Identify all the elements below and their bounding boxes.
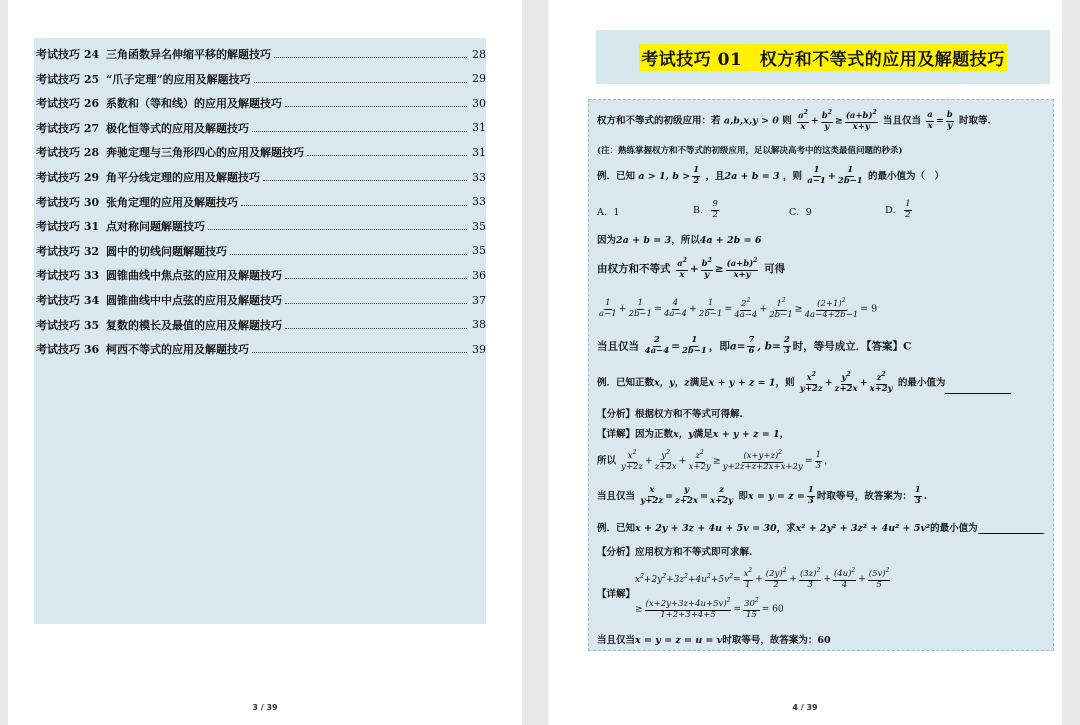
- toc-page: 38: [472, 318, 486, 332]
- answer-blank-3: [978, 523, 1044, 534]
- content-box: [588, 99, 1054, 651]
- toc-code: 考试技巧 34: [36, 294, 100, 307]
- because-line: 因为2a + b = 3，所以4a + 2b = 6: [597, 235, 762, 246]
- example3-line: 例．已知x + 2y + 3z + 4u + 5v = 30，求x² + 2y² + 3z² + 4u² + 5v²的最小值为: [597, 520, 1044, 534]
- analysis-line-2: 【分析】应用权方和不等式即可求解.: [597, 547, 753, 558]
- toc-title: 圆锥曲线中焦点弦的应用及解题技巧: [106, 269, 282, 283]
- toc-leader: [274, 49, 467, 58]
- note-line: (注：熟练掌握权方和不等式的初级应用，足以解决高考中的这类最值问题的秒杀): [597, 146, 903, 156]
- toc-leader: [285, 320, 467, 329]
- toc-leader: [241, 197, 467, 206]
- toc-page: 36: [472, 268, 486, 282]
- example1-line: 例．已知 a > 1, b > $\frac{1}{2}$ ，且2a + b = 3 ，则 $\frac{1}{a-1}$ + $\frac{1}{2b-1}$ 的最小值为（ ）: [597, 165, 945, 186]
- toc-page: 35: [472, 244, 486, 258]
- by-inequality-line: 由权方和不等式 $\frac{a^2}{x}$ + $\frac{b^2}{y}$ ≥ $\frac{(a+b)^2}{x+y}$ 可得: [597, 257, 786, 280]
- toc-title: 圆中的切线问题解题技巧: [106, 244, 227, 258]
- toc-title: 点对称问题解题技巧: [106, 220, 205, 234]
- toc-page: 33: [472, 170, 486, 184]
- toc-title: 复数的模长及最值的应用及解题技巧: [106, 318, 282, 332]
- toc-leader: [252, 344, 467, 353]
- toc-page: 33: [472, 195, 486, 209]
- toc-page: 28: [472, 47, 486, 61]
- toc-code: 考试技巧 26: [36, 97, 100, 111]
- toc-page: 30: [472, 96, 486, 110]
- toc-code: 考试技巧 25: [36, 72, 100, 86]
- left-page: [8, 0, 522, 725]
- toc-title: 三角函数异名伸缩平移的解题技巧: [106, 48, 271, 61]
- page-number-right: 4 / 39: [792, 703, 818, 712]
- toc-title: 奔驰定理与三角形四心的应用及解题技巧: [106, 146, 304, 160]
- option-a: A．1: [597, 207, 620, 218]
- toc-page: 31: [472, 145, 486, 159]
- toc-entry[interactable]: [34, 192, 486, 212]
- option-d: D． $\frac{1}{2}$: [885, 199, 911, 220]
- final-line: 当且仅当x = y = z = u = v时取等号，故答案为：60: [597, 635, 831, 646]
- toc-page: 39: [472, 342, 486, 356]
- toc-title: “爪子定理”的应用及解题技巧: [106, 72, 251, 86]
- toc-leader: [263, 172, 467, 181]
- toc-leader: [208, 221, 467, 230]
- toc-entry[interactable]: [34, 315, 486, 335]
- toc-page: 29: [472, 72, 486, 86]
- detail-label-2: 【详解】: [597, 589, 636, 600]
- toc-code: 考试技巧 24: [36, 48, 100, 61]
- section-title: 考试技巧 01 权方和不等式的应用及解题技巧: [639, 44, 1007, 71]
- option-b: B． $\frac{9}{2}$: [693, 199, 718, 220]
- toc-leader: [254, 74, 467, 83]
- toc-title: 极化恒等式的应用及解题技巧: [106, 121, 249, 135]
- toc-entry[interactable]: [34, 167, 486, 187]
- toc-leader: [230, 246, 467, 255]
- toc-leader: [285, 270, 467, 279]
- toc-code: 考试技巧 31: [36, 220, 100, 234]
- toc-leader: [307, 147, 467, 156]
- toc-entry[interactable]: [34, 339, 486, 359]
- toc-entry[interactable]: [34, 290, 486, 310]
- toc-leader: [285, 295, 467, 304]
- toc-code: 考试技巧 33: [36, 269, 100, 283]
- toc-code: 考试技巧 28: [36, 146, 100, 160]
- step-equation: $\frac{1}{a-1}$ + $\frac{1}{2b-1}$ = $\frac{4}{4a-4}$ + $\frac{1}{2b-1}$ = $\frac{2^2}{4a-4}$ + $\frac{1^2}{2b-1}$ ≥ $\frac{(2+1)^2}{4a-4+2b-1}$ = 9: [599, 297, 878, 320]
- toc-entry[interactable]: [34, 265, 486, 285]
- toc-title: 柯西不等式的应用及解题技巧: [106, 343, 249, 357]
- answer-blank-2: [945, 383, 1011, 394]
- toc-entry[interactable]: [34, 93, 486, 113]
- toc-code: 考试技巧 29: [36, 171, 100, 184]
- toc-page: 31: [472, 121, 486, 135]
- toc-page: 37: [472, 293, 486, 307]
- toc-leader: [252, 123, 467, 132]
- toc-code: 考试技巧 36: [36, 343, 100, 357]
- equality-condition-1: 当且仅当 $\frac{2}{4a-4}$ = $\frac{1}{2b-1}$ ，即a= $\frac{7}{6}$ , b= $\frac{2}{3}$ 时，等号成立．【答案】C: [597, 335, 912, 356]
- table-of-contents: [34, 38, 486, 624]
- detail-line-1: 【详解】因为正数x，y满足x + y + z = 1，: [597, 429, 790, 440]
- page-number-left: 3 / 39: [252, 703, 278, 712]
- toc-leader: [285, 98, 467, 107]
- toc-title: 张角定理的应用及解题技巧: [106, 195, 238, 209]
- toc-entry[interactable]: [34, 241, 486, 261]
- detail2-line1: $x^2+2y^2+3z^2+4u^2+5v^2=$ $\frac{x^2}{1}$ + $\frac{(2y)^2}{2}$ + $\frac{(3z)^2}{3}$ + $\frac{(4u)^2}{4}$ + $\frac{(5v)^2}{5}$: [635, 567, 890, 590]
- toc-title: 角平分线定理的应用及解题技巧: [106, 171, 260, 184]
- toc-title: 圆锥曲线中中点弦的应用及解题技巧: [106, 294, 282, 307]
- toc-code: 考试技巧 27: [36, 121, 100, 135]
- section-title-box: [596, 30, 1050, 84]
- detail-inequality: 所以 $\frac{x^2}{y+2z}$ + $\frac{y^2}{z+2x}$ + $\frac{z^2}{x+2y}$ ≥ $\frac{(x+y+z)^2}{y+2z+z+2x+x+2y}$ = $\frac{1}{3}$ ，: [597, 449, 834, 472]
- analysis-line-1: 【分析】根据权方和不等式可得解.: [597, 409, 743, 420]
- toc-code: 考试技巧 32: [36, 244, 100, 258]
- toc-entry[interactable]: [34, 69, 486, 89]
- right-page: [548, 0, 1062, 725]
- page-gutter: [522, 0, 548, 725]
- toc-code: 考试技巧 35: [36, 318, 100, 332]
- toc-entry[interactable]: [34, 216, 486, 236]
- equality-condition-2: 当且仅当 $\frac{x}{y+2z}$ = $\frac{y}{z+2x}$ = $\frac{z}{x+2y}$ 即x = y = z = $\frac{1}{3}$ 时取等号，故答案为： $\frac{1}{3}$ .: [597, 485, 928, 506]
- toc-page: 35: [472, 219, 486, 233]
- option-c: C．9: [789, 207, 812, 218]
- detail2-line2: ≥ $\frac{(x+2y+3z+4u+5v)^2}{1+2+3+4+5}$ = $\frac{30^2}{15}$ = 60: [635, 597, 784, 620]
- toc-entry[interactable]: [34, 142, 486, 162]
- toc-title: 系数和（等和线）的应用及解题技巧: [106, 97, 282, 111]
- toc-entry[interactable]: [34, 118, 486, 138]
- example2-line: 例．已知正数x，y，z满足x + y + z = 1，则 $\frac{x^2}{y+2z}$ + $\frac{y^2}{z+2x}$ + $\frac{z^2}{x+2y}$ 的最小值为: [597, 372, 1011, 394]
- toc-code: 考试技巧 30: [36, 195, 100, 209]
- intro-line: 权方和不等式的初级应用：若 a,b,x,y > 0 则 $\frac{a^2}{x}$ + $\frac{b^2}{y}$ ≥ $\frac{(a+b)^2}{x+y}$ 当且仅当 $\frac{a}{x}$ = $\frac{b}{y}$ 时取等.: [597, 109, 991, 132]
- toc-entry[interactable]: [34, 44, 486, 64]
